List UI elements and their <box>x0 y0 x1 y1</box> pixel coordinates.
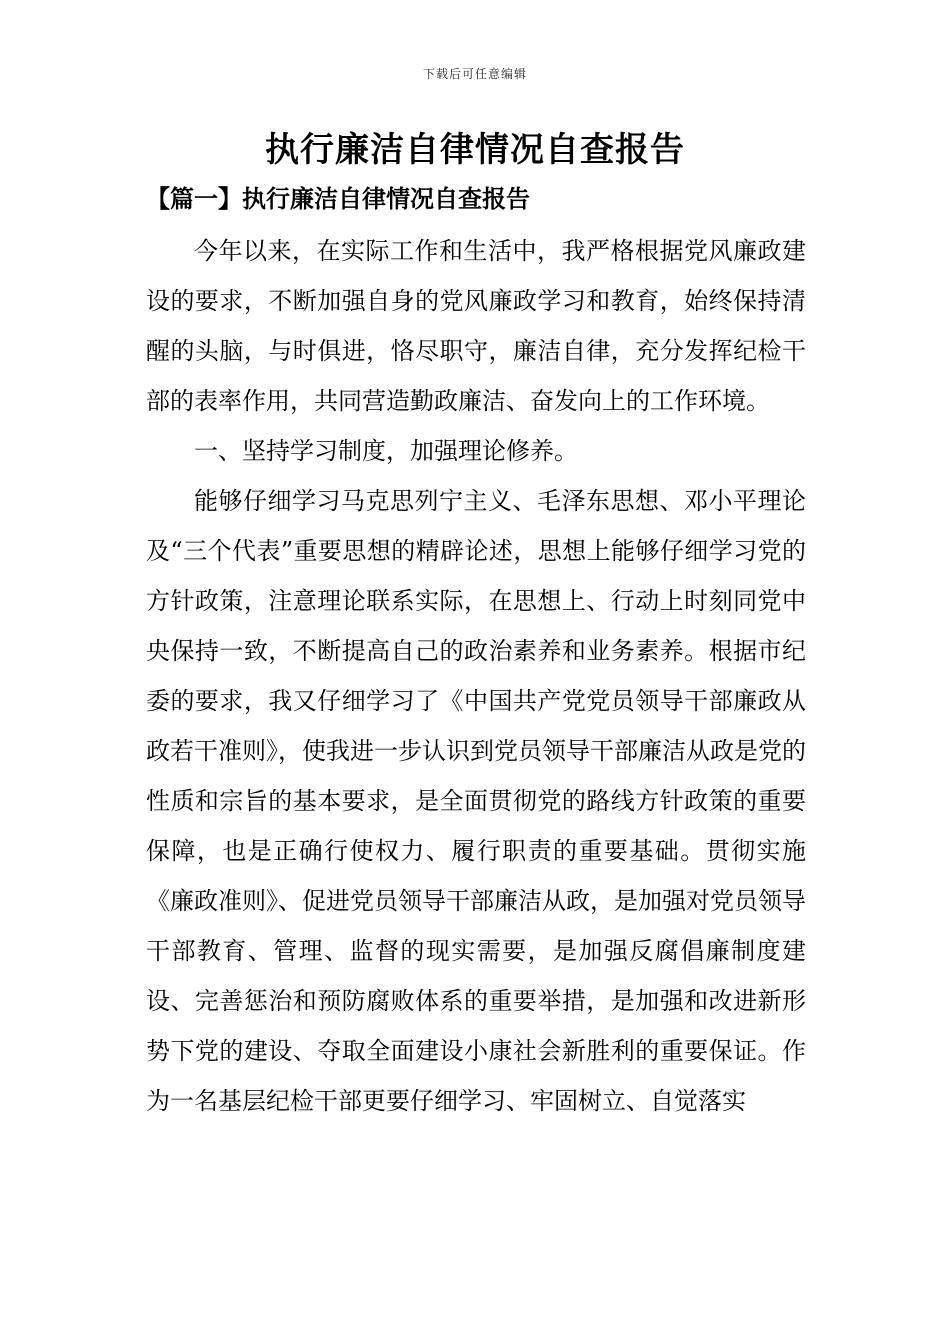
paragraph-intro: 今年以来，在实际工作和生活中，我严格根据党风廉政建设的要求，不断加强自身的党风廉政学习和教育，始终保持清醒的头脑，与时俱进，恪尽职守，廉洁自律，充分发挥纪检干部的表率作用，共同营造勤政廉洁、奋发向上的工作环境。 <box>146 237 806 415</box>
section-title: 【篇一】执行廉洁自律情况自查报告 <box>146 184 530 213</box>
paragraph-study: 能够仔细学习马克思列宁主义、毛泽东思想、邓小平理论及“三个代表”重要思想的精辟论述，思想上能够仔细学习党的方针政策，注意理论联系实际，在思想上、行动上时刻同党中央保持一致，不断提高自己的政治素养和业务素养。根据市纪委的要求，我又仔细学习了《中国共产党党员领导干部廉政从政若干准则》，使我进一步认识到党员领导干部廉洁从政是党的性质和宗旨的基本要求，是全面贯彻党的路线方针政策的重要保障，也是正确行使权力、履行职责的重要基础。贯彻实施《廉政准则》、促进党员领导干部廉洁从政，是加强对党员领导干部教育、管理、监督的现实需要，是加强反腐倡廉制度建设、完善惩治和预防腐败体系的重要举措，是加强和改进新形势下党的建设、夺取全面建设小康社会新胜利的重要保证。作为一名基层纪检干部更要仔细学习、牢固树立、自觉落实 <box>146 487 806 1115</box>
paragraph-heading-one: 一、坚持学习制度，加强理论修养。 <box>194 437 578 465</box>
document-title: 执行廉洁自律情况自查报告 <box>265 130 685 170</box>
header-note: 下载后可任意编辑 <box>422 67 527 81</box>
document-body <box>146 226 806 1126</box>
